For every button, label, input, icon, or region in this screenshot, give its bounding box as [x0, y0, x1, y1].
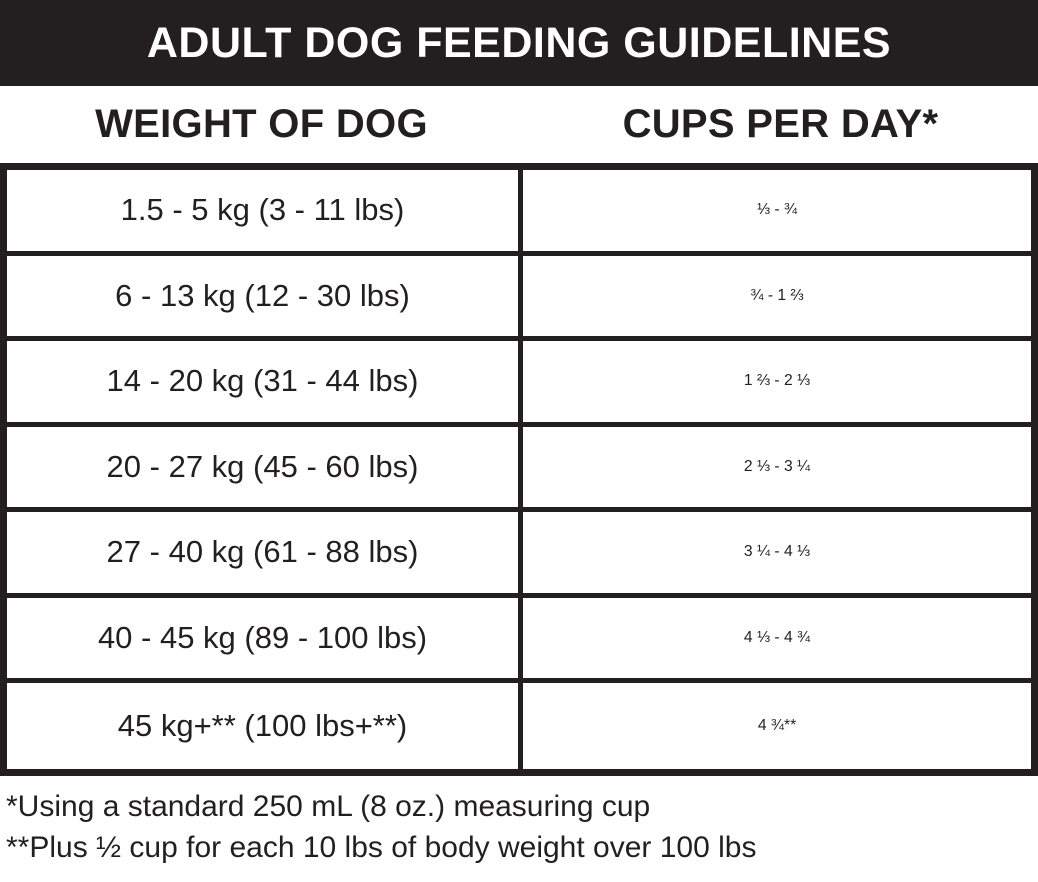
cell-cups: 4 ⅓ - 4 ¾	[743, 628, 811, 646]
footnote-measuring-cup: *Using a standard 250 mL (8 oz.) measuring cup	[6, 789, 651, 823]
cell-cups: 3 ¼ - 4 ⅓	[743, 543, 811, 561]
cell-cups: 1 ⅔ - 2 ⅓	[743, 372, 811, 390]
table-row	[7, 256, 1031, 342]
table-row	[7, 683, 1031, 769]
column-header-weight: WEIGHT OF DOG	[95, 102, 428, 146]
table-header-row	[0, 86, 1038, 170]
footnotes	[0, 776, 1038, 869]
table-row	[7, 341, 1031, 427]
page-title: ADULT DOG FEEDING GUIDELINES	[146, 18, 892, 67]
chart-title-bar	[0, 0, 1038, 86]
cell-weight: 6 - 13 kg (12 - 30 lbs)	[7, 256, 523, 337]
table-row	[7, 170, 1031, 256]
column-header-cups: CUPS PER DAY*	[622, 102, 939, 146]
cell-cups: 2 ⅓ - 3 ¼	[743, 457, 811, 475]
cell-weight: 1.5 - 5 kg (3 - 11 lbs)	[7, 170, 523, 251]
cell-cups: ⅓ - ¾	[756, 201, 798, 219]
cell-weight: 45 kg+** (100 lbs+**)	[7, 683, 523, 769]
cell-cups: ¾ - 1 ⅔	[750, 286, 804, 304]
footnote-extra-weight: **Plus ½ cup for each 10 lbs of body weight over 100 lbs	[6, 830, 757, 864]
cell-weight: 40 - 45 kg (89 - 100 lbs)	[7, 598, 523, 679]
table-row	[7, 598, 1031, 684]
cell-cups: 4 ¾**	[757, 716, 797, 734]
table-row	[7, 512, 1031, 598]
table-body	[0, 170, 1038, 776]
cell-weight: 27 - 40 kg (61 - 88 lbs)	[7, 512, 523, 593]
cell-weight: 20 - 27 kg (45 - 60 lbs)	[7, 427, 523, 508]
cell-weight: 14 - 20 kg (31 - 44 lbs)	[7, 341, 523, 422]
table-row	[7, 427, 1031, 513]
